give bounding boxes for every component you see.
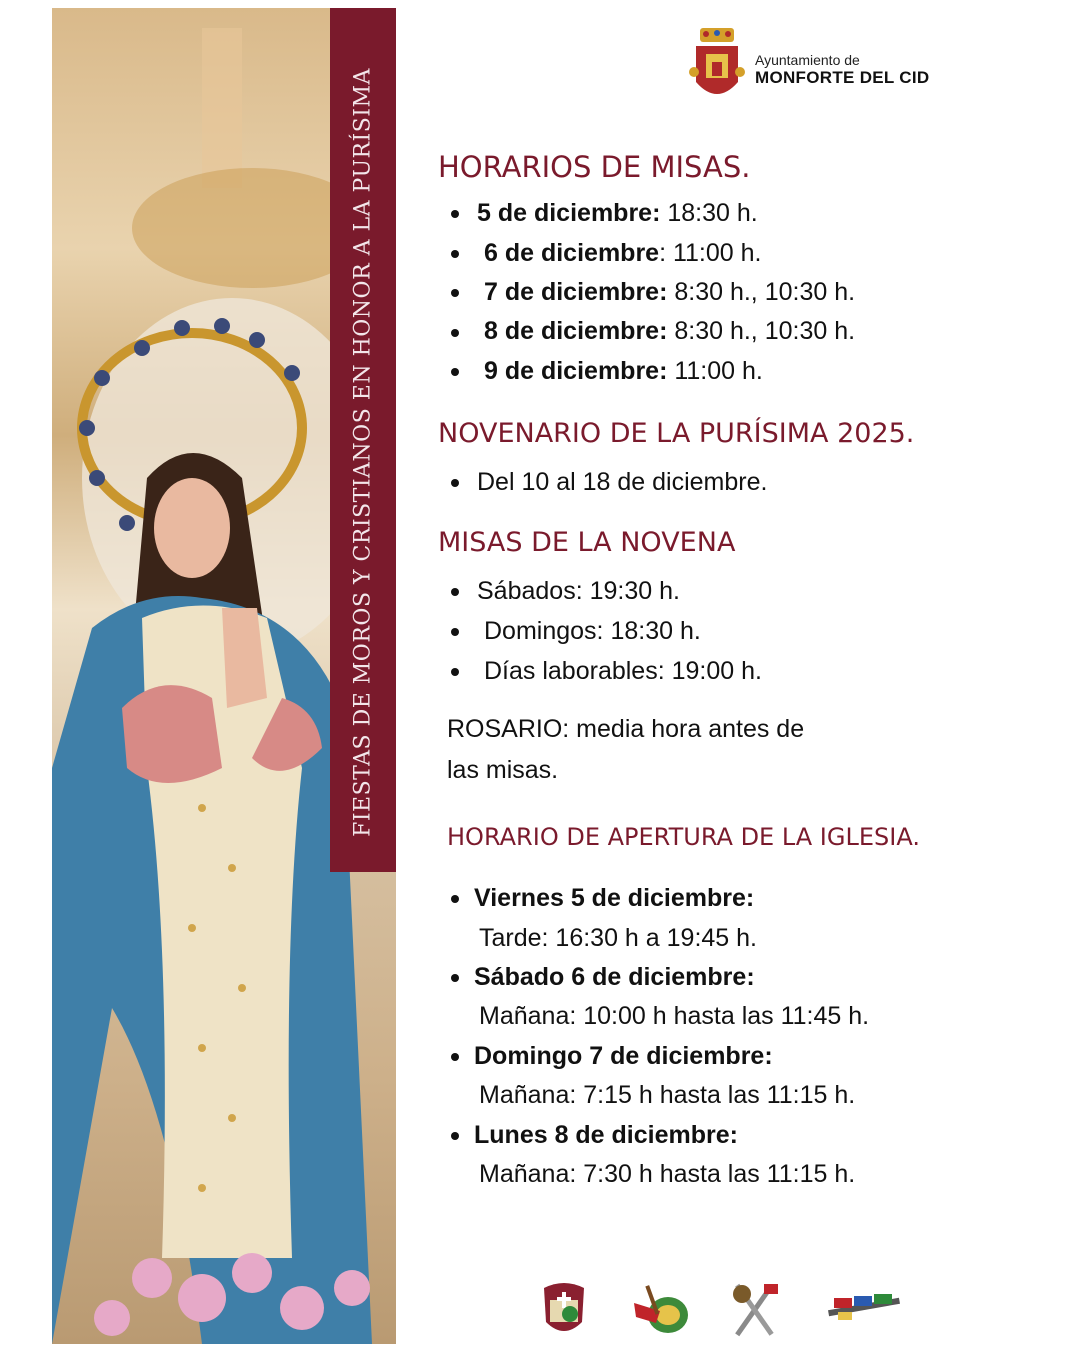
list-item-detail: Mañana: 7:15 h hasta las 11:15 h. [479, 1081, 856, 1109]
list-item-detail: Tarde: 16:30 h a 19:45 h. [479, 924, 757, 952]
list-item-detail: Mañana: 7:30 h hasta las 11:15 h. [479, 1160, 856, 1188]
bullet-dot [451, 974, 459, 982]
list-item-day: Sábado 6 de diciembre: [474, 963, 755, 991]
comparsa-shield-cross-icon [538, 1278, 590, 1342]
list-item: 9 de diciembre: 11:00 h. [484, 357, 763, 385]
list-item-detail: Mañana: 10:00 h hasta las 11:45 h. [479, 1002, 870, 1030]
bullet-dot [451, 479, 459, 487]
list-item-day: Lunes 8 de diciembre: [474, 1121, 738, 1149]
section-title-novenario: NOVENARIO DE LA PURÍSIMA 2025. [438, 418, 915, 449]
brand-line2: MONFORTE DEL CID [755, 68, 930, 87]
bullet-dot [451, 329, 459, 337]
bullet-dot [451, 368, 459, 376]
list-item: Días laborables: 19:00 h. [484, 657, 762, 685]
bullet-dot [451, 668, 459, 676]
bullet-dot [451, 210, 459, 218]
list-item-day: Viernes 5 de diciembre: [474, 884, 755, 912]
brand-line1: Ayuntamiento de [755, 52, 860, 68]
bullet-dot [451, 628, 459, 636]
comparsa-crossed-swords-icon [724, 1278, 786, 1344]
list-item: 7 de diciembre: 8:30 h., 10:30 h. [484, 278, 856, 306]
list-item: 8 de diciembre: 8:30 h., 10:30 h. [484, 317, 856, 345]
section-title-misas: HORARIOS DE MISAS. [438, 150, 751, 184]
comparsa-flags-icon [824, 1290, 904, 1330]
bullet-dot [451, 250, 459, 258]
monforte-coat-of-arms-icon [688, 28, 746, 110]
list-item: 5 de diciembre: 18:30 h. [477, 199, 758, 227]
section-title-novena: MISAS DE LA NOVENA [438, 527, 736, 558]
bullet-dot [451, 1053, 459, 1061]
list-item: Del 10 al 18 de diciembre. [477, 468, 768, 496]
rosario-line1: ROSARIO: media hora antes de [447, 715, 805, 743]
list-item: Domingos: 18:30 h. [484, 617, 701, 645]
bullet-dot [451, 289, 459, 297]
bullet-dot [451, 895, 459, 903]
bullet-dot [451, 588, 459, 596]
list-item-day: Domingo 7 de diciembre: [474, 1042, 773, 1070]
side-banner-text: FIESTAS DE MOROS Y CRISTIANOS EN HONOR A LA PURÍSIMA [350, 68, 376, 837]
bullet-dot [451, 1132, 459, 1140]
list-item: 6 de diciembre: 11:00 h. [484, 239, 762, 267]
section-title-apertura: HORARIO DE APERTURA DE LA IGLESIA. [447, 823, 920, 851]
rosario-line2: las misas. [447, 756, 559, 784]
comparsa-shield-moor-icon [630, 1283, 692, 1339]
list-item: Sábados: 19:30 h. [477, 577, 680, 605]
